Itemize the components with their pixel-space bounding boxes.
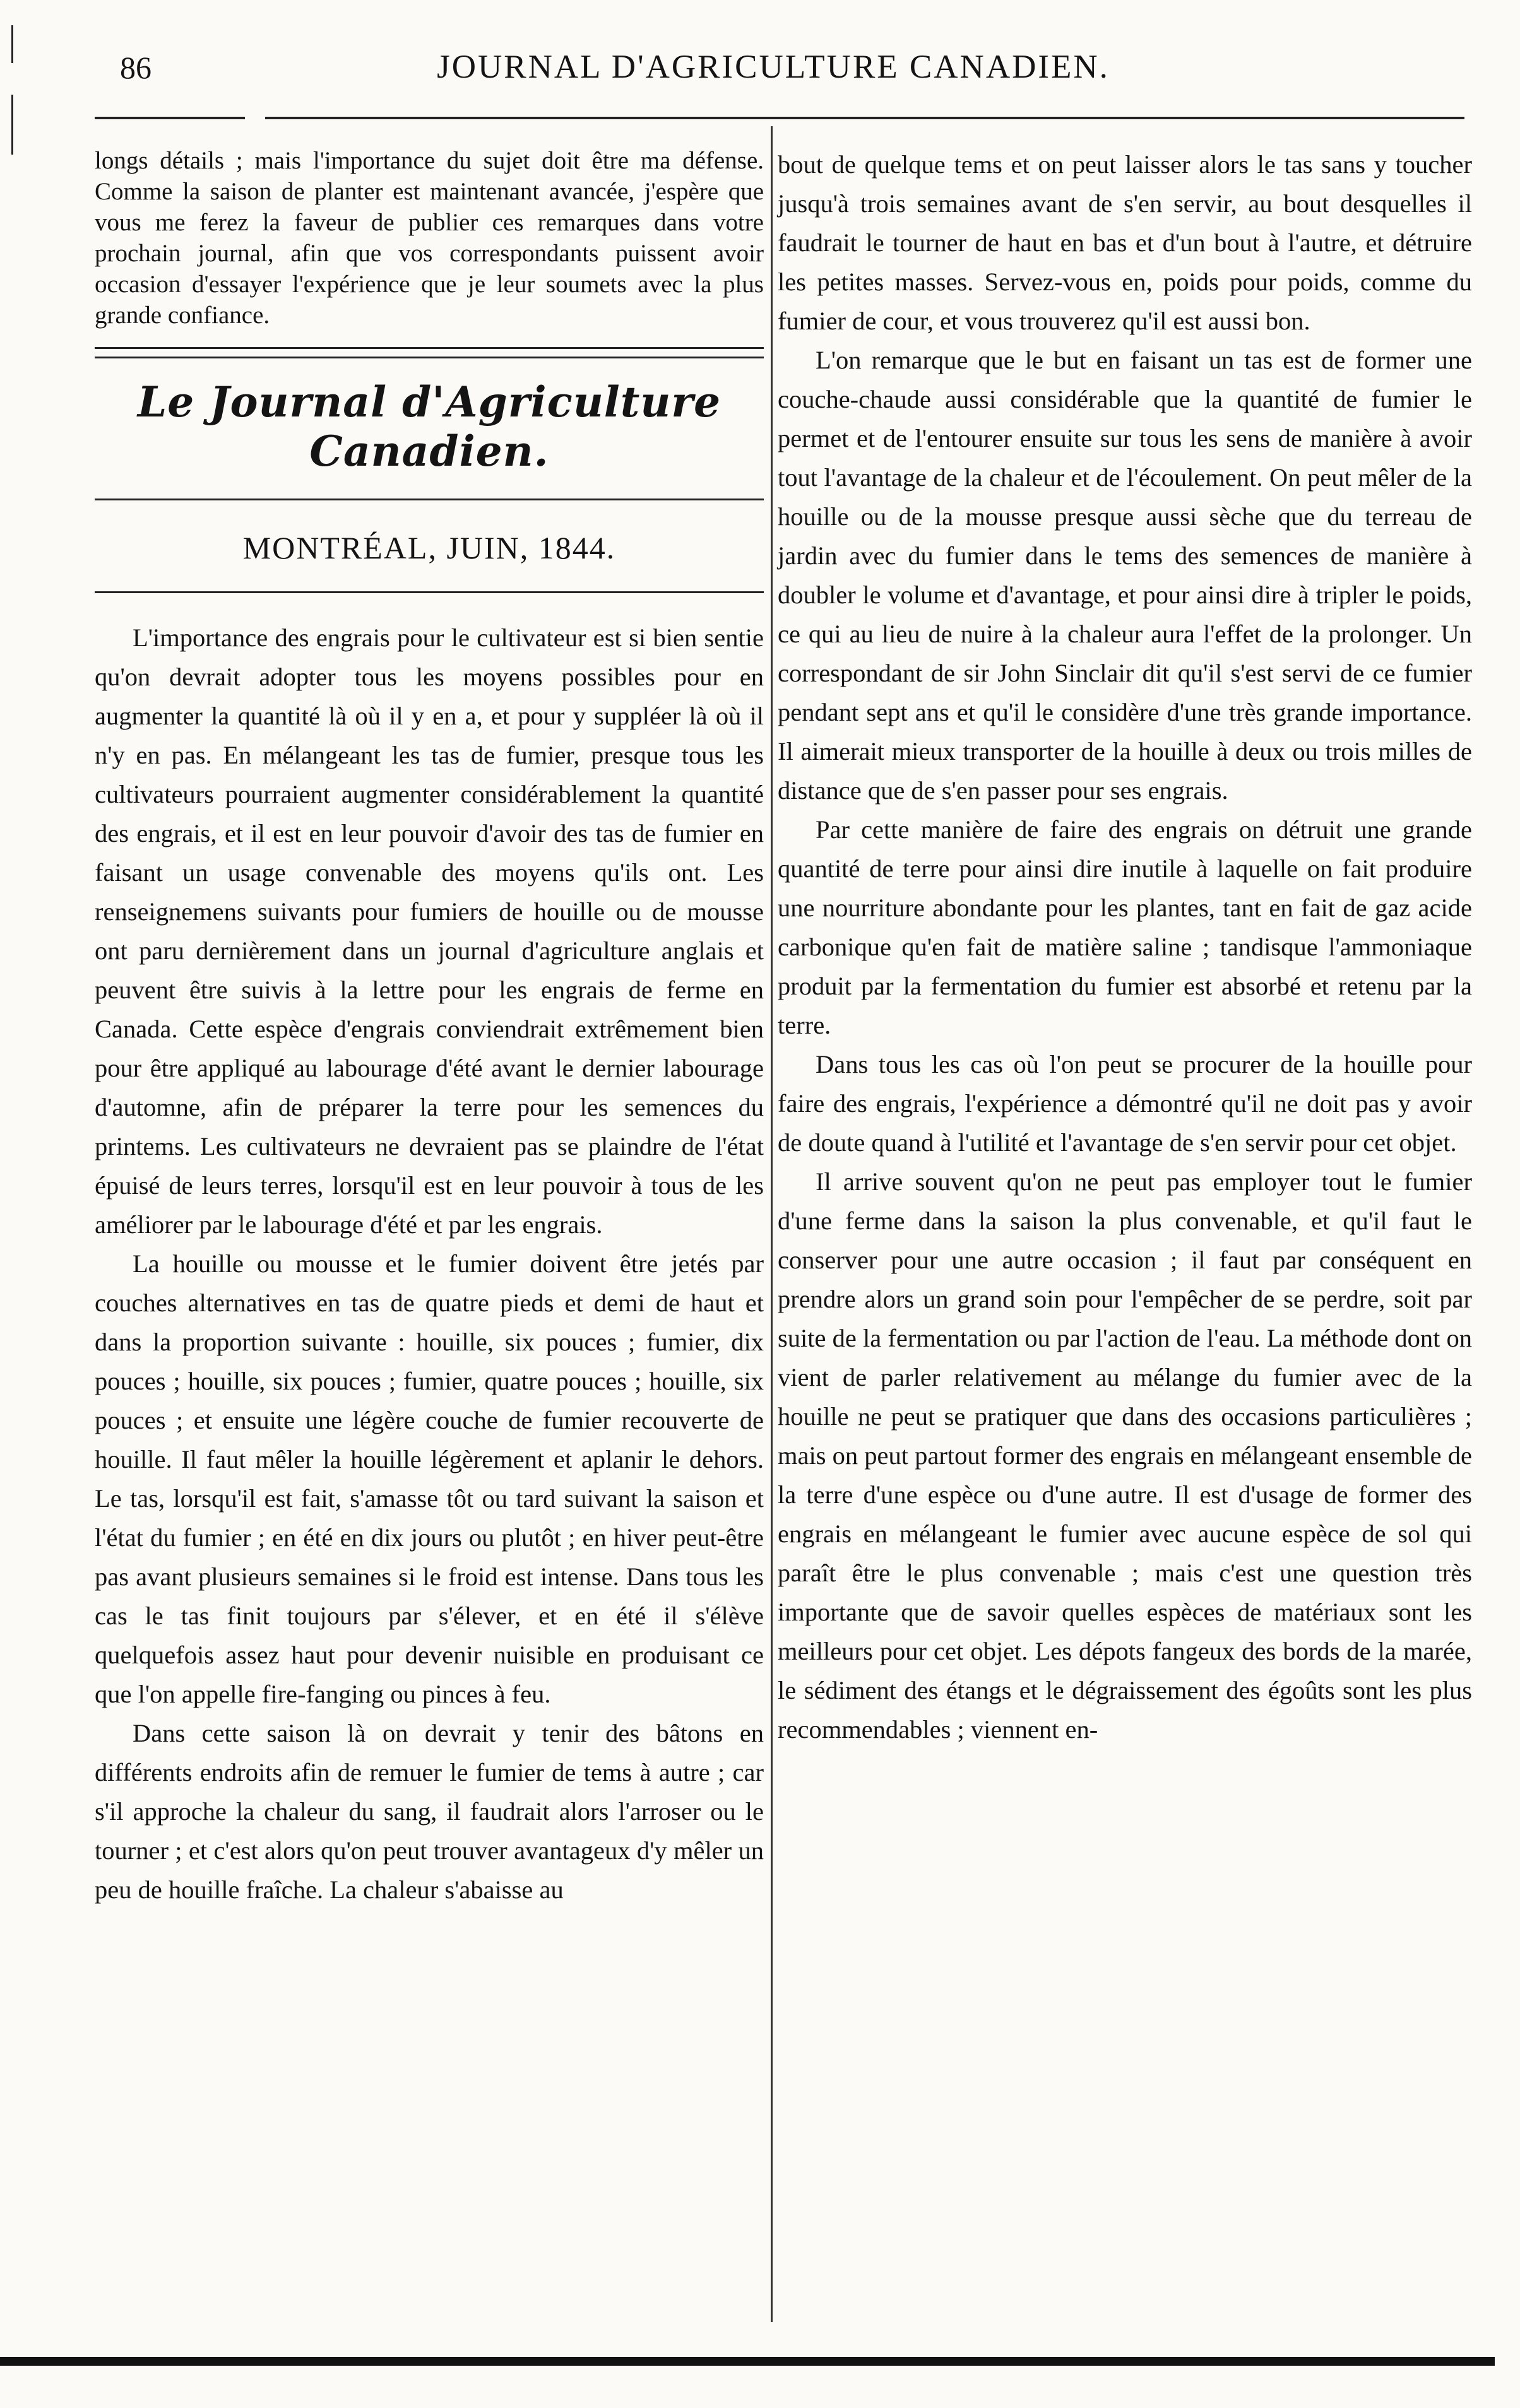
section-rule	[95, 347, 764, 358]
paragraph: Par cette manière de faire des engrais on détruit une grande quantité de terre pour ainsi dire inutile à laquelle on fait produire une nourriture abondante pour les plantes, tant en fait de gaz acide carbonique qu'en fait de matière saline ; tandisque l'ammoniaque produit par la fermentation du fumier est absorbé et retenu par la terre.	[778, 815, 1472, 1039]
masthead-rule	[95, 499, 764, 500]
bottom-rule	[0, 2357, 1495, 2366]
paragraph: Il arrive souvent qu'on ne peut pas employer tout le fumier d'une ferme dans la saison la plus convenable, et qu'il faut le conserver pour une autre occasion ; il faut par conséquent en prendre alors un grand soin pour l'empêcher de se perdre, soit par suite de la fermentation ou par l'action de l'eau. La méthode dont on vient de parler relativement au mélange du fumier avec de la houille ne peut se pratiquer que dans des occasions particulières ; mais on peut partout former des engrais en mélangeant ensemble de la terre d'une espèce ou d'une autre. Il est d'usage de former des engrais en mélangeant le fumier avec aucune espèce de sol qui paraît être le plus convenable ; mais c'est une question très importante que de savoir quelles espèces de matériaux sont les meilleurs pour cet objet. Les dépots fangeux des bords de la marée, le sédiment des étangs et le dégraissement des égoûts sont les plus recommendables ; viennent en-	[778, 1167, 1472, 1744]
dateline-rule	[95, 591, 764, 593]
journal-masthead: Le Journal d'Agriculture Canadien.	[137, 377, 721, 476]
left-column	[95, 145, 764, 1909]
paragraph: La houille ou mousse et le fumier doivent être jetés par couches alternatives en tas de quatre pieds et demi de haut et dans la proportion suivante : houille, six pouces ; fumier, dix pouces ; houille, six pouces ; fumier, quatre pouces ; houille, six pouces ; et ensuite une légère couche de fumier recouverte de houille. Il faut mêler la houille légèrement et aplanir le dehors. Le tas, lorsqu'il est fait, s'amasse tôt ou tard suivant la saison et l'état du fumier ; en été en dix jours ou plutôt ; en hiver peut-être pas avant plusieurs semaines si le froid est intense. Dans tous les cas le tas finit toujours par s'élever, et en été il s'élève quelquefois assez haut pour devenir nuisible en produisant ce que l'on appelle fire-fanging ou pinces à feu.	[95, 1249, 764, 1708]
running-title: JOURNAL D'AGRICULTURE CANADIEN.	[437, 49, 1110, 85]
page-header	[95, 44, 1452, 101]
header-rule-left	[95, 117, 245, 119]
margin-mark-top-2	[11, 95, 13, 155]
letter-continuation: longs détails ; mais l'importance du sujet doit être ma défense. Comme la saison de planter est maintenant avancée, j'espère que vous me ferez la faveur de publier ces remarques dans votre prochain journal, afin que vos correspondants puissent avoir occasion d'essayer l'expérience que je leur soumets avec la plus grande confiance.	[95, 147, 764, 329]
paragraph: Dans tous les cas où l'on peut se procurer de la houille pour faire des engrais, l'expérience a démontré qu'il ne doit pas y avoir de doute quand à l'utilité et l'avantage de s'en servir pour cet objet.	[778, 1050, 1472, 1157]
right-column	[778, 145, 1472, 1749]
column-divider	[771, 126, 773, 2322]
header-rule-right	[265, 117, 1464, 119]
paragraph: L'importance des engrais pour le cultivateur est si bien sentie qu'on devrait adopter tous les moyens possibles pour en augmenter la quantité là où il y en a, et pour y suppléer là où il n'y en pas. En mélangeant les tas de fumier, presque tous les cultivateurs pourraient augmenter considérablement la quantité des engrais, et il est en leur pouvoir d'avoir des tas de fumier en faisant un usage convenable des moyens qu'ils ont. Les renseignemens suivants pour fumiers de houille ou de mousse ont paru dernièrement dans un journal d'agriculture anglais et peuvent être suivis à la lettre pour les engrais de ferme en Canada. Cette espèce d'engrais conviendrait extrêmement bien pour être appliqué au labourage d'été avant le dernier labourage d'automne, afin de préparer la terre pour les semences du printems. Les cultivateurs ne devraient pas se plaindre de l'état épuisé de leurs terres, lorsqu'il est en leur pouvoir à tous de les améliorer par le labourage d'été et par les engrais.	[95, 623, 764, 1239]
paragraph: L'on remarque que le but en faisant un tas est de former une couche-chaude aussi considérable que la quantité de fumier le permet et de l'entourer ensuite sur tous les sens de manière à avoir tout l'avantage de la chaleur et de l'écoulement. On peut mêler de la houille ou de la mousse presque aussi sèche que du terreau de jardin avec du fumier dans le tems des semences de manière à doubler le volume et d'avantage, et pour ainsi dire à tripler le poids, ce qui au lieu de nuire à la chaleur aura l'effet de la prolonger. Un correspondant de sir John Sinclair dit qu'il s'est servi de ce fumier pendant sept ans et qu'il le considère d'une très grande importance. Il aimerait mieux transporter de la houille à deux ou trois milles de distance que de s'en passer pour ses engrais.	[778, 346, 1472, 805]
paragraph: Dans cette saison là on devrait y tenir des bâtons en différents endroits afin de remuer le fumier de tems à autre ; car s'il approche la chaleur du sang, il faudrait alors l'arroser ou le tourner ; et c'est alors qu'on peut trouver avantageux d'y mêler un peu de houille fraîche. La chaleur s'abaisse au	[95, 1719, 764, 1904]
page-number: 86	[120, 50, 151, 85]
paragraph: bout de quelque tems et on peut laisser alors le tas sans y toucher jusqu'à trois semaines avant de s'en servir, au bout desquelles il faudrait le tourner de haut en bas et d'un bout à l'autre, et détruire les petites masses. Servez-vous en, poids pour poids, comme du fumier de cour, et vous trouverez qu'il est aussi bon.	[778, 150, 1472, 335]
dateline: MONTRÉAL, JUIN, 1844.	[242, 530, 616, 565]
margin-mark-top	[11, 25, 13, 63]
